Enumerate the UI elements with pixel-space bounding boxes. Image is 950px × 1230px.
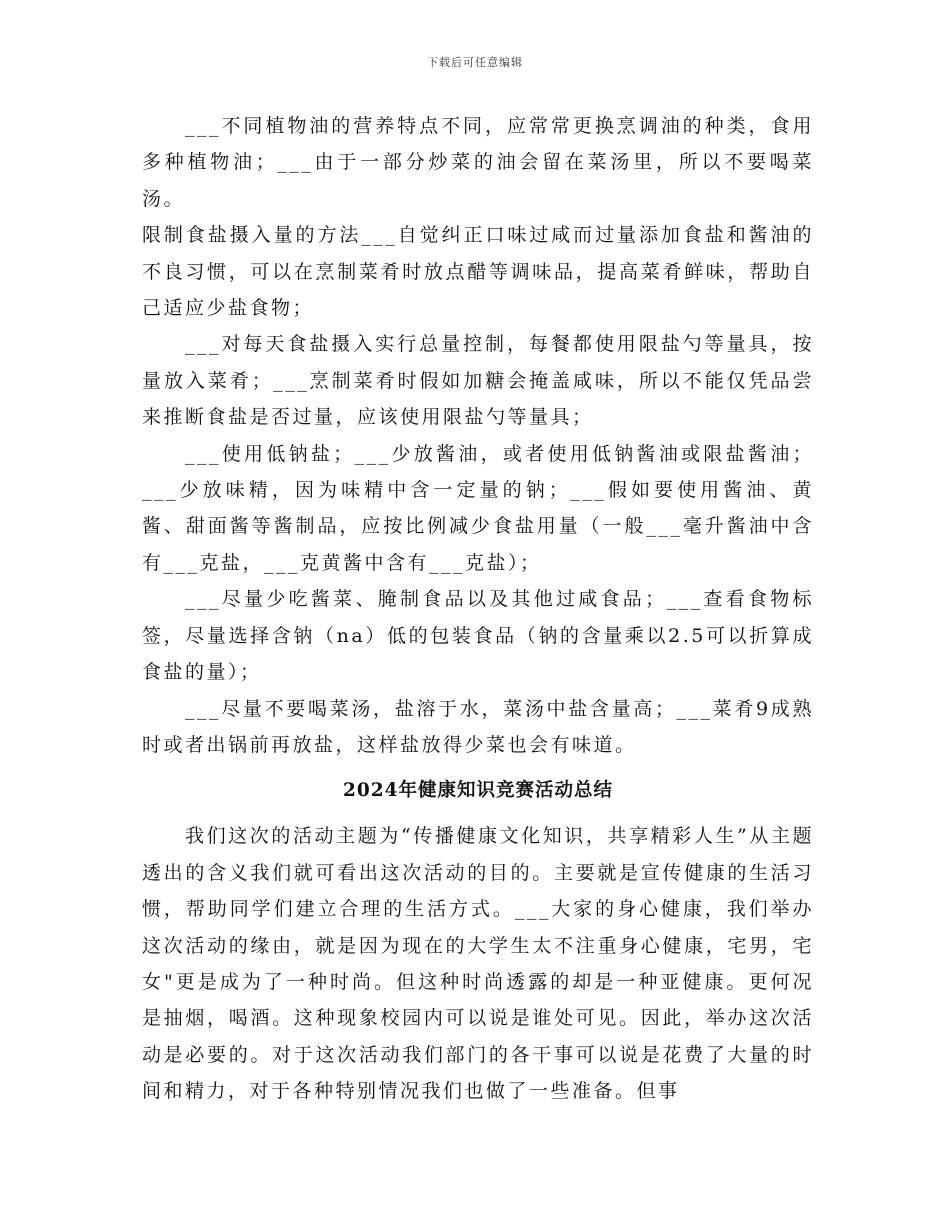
paragraph-soup: ___尽量不要喝菜汤，盐溶于水，菜汤中盐含量高；___菜肴9成熟时或者出锅前再放盐，这样盐放得少菜也会有味道。 [142, 697, 814, 756]
page-header: 下载后可任意编辑 [427, 56, 523, 69]
paragraph-low-sodium: ___使用低钠盐；___少放酱油，或者使用低钠酱油或限盐酱油；___少放味精，因为味精中含一定量的钠；___假如要使用酱油、黄酱、甜面酱等酱制品，应按比例减少食盐用量（一般___毫升酱油中含有___克盐，___克黄酱中含有___克盐）； [142, 442, 814, 574]
section-title: 2024年健康知识竞赛活动总结 [343, 780, 613, 802]
paragraph-activity-summary: 我们这次的活动主题为“传播健康文化知识，共享精彩人生”从主题透出的含义我们就可看出这次活动的目的。主要就是宣传健康的生活习惯，帮助同学们建立合理的生活方式。___大家的身心健康，我们举办这次活动的缘由，就是因为现在的大学生太不注重身心健康，宅男，宅女"更是成为了一种时尚。但这种时尚透露的却是一种亚健康。更何况是抽烟，喝酒。这种现象校园内可以说是谁处可见。因此，举办这次活动是必要的。对于这次活动我们部门的各干事可以说是花费了大量的时间和精力，对于各种特别情况我们也做了一些准备。但事 [142, 825, 814, 1103]
paragraph-salt-total-control: ___对每天食盐摄入实行总量控制，每餐都使用限盐勺等量具，按量放入菜肴；___烹制菜肴时假如加糖会掩盖咸味，所以不能仅凭品尝来推断食盐是否过量，应该使用限盐勺等量具； [142, 333, 814, 429]
paragraph-plant-oil: ___不同植物油的营养特点不同，应常常更换烹调油的种类，食用多种植物油；___由于一部分炒菜的油会留在菜汤里，所以不要喝菜汤。 [142, 115, 814, 210]
paragraph-pickled-food: ___尽量少吃酱菜、腌制食品以及其他过咸食品；___查看食物标签，尽量选择含钠（na）低的包装食品（钠的含量乘以2.5可以折算成食盐的量）； [142, 588, 814, 684]
document-body [142, 108, 814, 1110]
paragraph-salt-limit-method: 限制食盐摄入量的方法___自觉纠正口味过咸而过量添加食盐和酱油的不良习惯，可以在烹制菜肴时放点醋等调味品，提高菜肴鲜味，帮助自己适应少盐食物； [142, 224, 814, 320]
